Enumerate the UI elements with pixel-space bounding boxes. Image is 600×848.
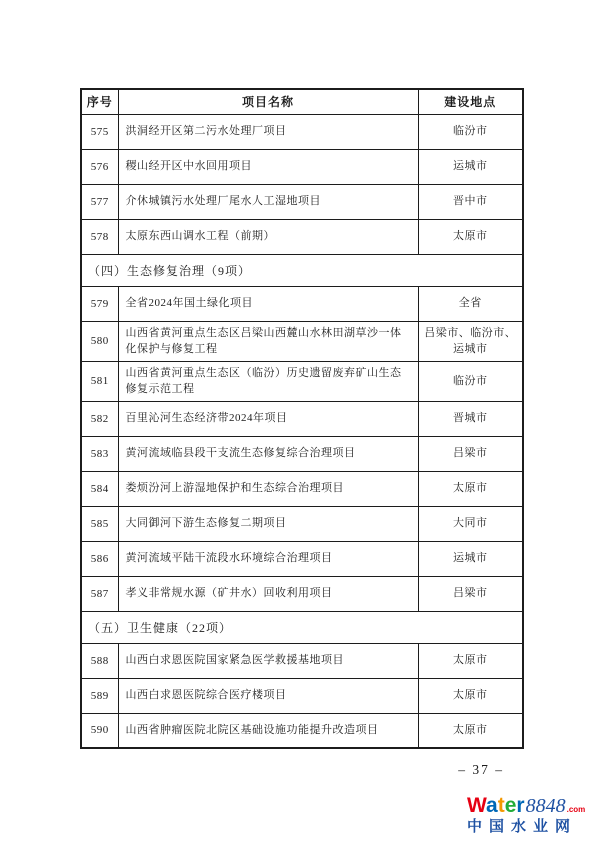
row-serial: 583 bbox=[81, 436, 118, 471]
logo-number: 8848 bbox=[525, 795, 566, 817]
logo-wordmark-line bbox=[467, 795, 599, 816]
row-project-name: 百里沁河生态经济带2024年项目 bbox=[118, 401, 418, 436]
table-row bbox=[81, 643, 523, 678]
row-location: 运城市 bbox=[418, 149, 523, 184]
row-location: 太原市 bbox=[418, 643, 523, 678]
row-project-name: 大同御河下游生态修复二期项目 bbox=[118, 506, 418, 541]
row-project-name: 山西白求恩医院综合医疗楼项目 bbox=[118, 678, 418, 713]
table-row bbox=[81, 361, 523, 401]
row-project-name: 稷山经开区中水回用项目 bbox=[118, 149, 418, 184]
row-serial: 575 bbox=[81, 114, 118, 149]
row-serial: 579 bbox=[81, 286, 118, 321]
row-location: 吕梁市 bbox=[418, 436, 523, 471]
row-location: 运城市 bbox=[418, 541, 523, 576]
row-location: 全省 bbox=[418, 286, 523, 321]
section-label: （四）生态修复治理（9项） bbox=[81, 254, 523, 286]
row-project-name: 介休城镇污水处理厂尾水人工湿地项目 bbox=[118, 184, 418, 219]
logo-letter: e bbox=[504, 794, 517, 817]
row-location: 吕梁市、临汾市、运城市 bbox=[418, 321, 523, 361]
row-serial: 576 bbox=[81, 149, 118, 184]
projects-table-body bbox=[81, 114, 523, 748]
row-project-name: 黄河流域平陆干流段水环境综合治理项目 bbox=[118, 541, 418, 576]
row-location: 临汾市 bbox=[418, 361, 523, 401]
logo-letter: W bbox=[467, 794, 487, 817]
row-location: 大同市 bbox=[418, 506, 523, 541]
row-location: 晋中市 bbox=[418, 184, 523, 219]
row-serial: 585 bbox=[81, 506, 118, 541]
col-header-location: 建设地点 bbox=[418, 89, 523, 114]
row-location: 吕梁市 bbox=[418, 576, 523, 611]
section-row bbox=[81, 611, 523, 643]
table-row bbox=[81, 576, 523, 611]
row-serial: 580 bbox=[81, 321, 118, 361]
row-location: 晋城市 bbox=[418, 401, 523, 436]
row-project-name: 娄烦汾河上游湿地保护和生态综合治理项目 bbox=[118, 471, 418, 506]
row-serial: 588 bbox=[81, 643, 118, 678]
row-project-name: 山西白求恩医院国家紧急医学救援基地项目 bbox=[118, 643, 418, 678]
table-row bbox=[81, 184, 523, 219]
table-header-row bbox=[81, 89, 523, 114]
row-location: 太原市 bbox=[418, 219, 523, 254]
row-location: 太原市 bbox=[418, 713, 523, 748]
table-row bbox=[81, 436, 523, 471]
row-serial: 577 bbox=[81, 184, 118, 219]
row-project-name: 孝义非常规水源（矿井水）回收利用项目 bbox=[118, 576, 418, 611]
table-row bbox=[81, 471, 523, 506]
row-project-name: 山西省黄河重点生态区吕梁山西麓山水林田湖草沙一体化保护与修复工程 bbox=[118, 321, 418, 361]
logo-letter: t bbox=[497, 794, 505, 817]
row-serial: 578 bbox=[81, 219, 118, 254]
water8848-logo bbox=[467, 795, 599, 834]
row-project-name: 山西省黄河重点生态区（临汾）历史遗留废弃矿山生态修复示范工程 bbox=[118, 361, 418, 401]
logo-domain-suffix: .com bbox=[566, 805, 586, 814]
table-row bbox=[81, 713, 523, 748]
table-row bbox=[81, 114, 523, 149]
logo-letter: a bbox=[486, 794, 498, 817]
row-serial: 582 bbox=[81, 401, 118, 436]
row-serial: 584 bbox=[81, 471, 118, 506]
row-serial: 590 bbox=[81, 713, 118, 748]
section-label: （五）卫生健康（22项） bbox=[81, 611, 523, 643]
row-project-name: 山西省肿瘤医院北院区基础设施功能提升改造项目 bbox=[118, 713, 418, 748]
table-row bbox=[81, 321, 523, 361]
table-row bbox=[81, 219, 523, 254]
col-header-serial: 序号 bbox=[81, 89, 118, 114]
row-serial: 587 bbox=[81, 576, 118, 611]
table-row bbox=[81, 506, 523, 541]
page-number: – 37 – bbox=[458, 762, 504, 777]
table-row bbox=[81, 149, 523, 184]
row-location: 太原市 bbox=[418, 678, 523, 713]
row-project-name: 洪洞经开区第二污水处理厂项目 bbox=[118, 114, 418, 149]
row-location: 太原市 bbox=[418, 471, 523, 506]
row-project-name: 太原东西山调水工程（前期） bbox=[118, 219, 418, 254]
table-row bbox=[81, 286, 523, 321]
section-row bbox=[81, 254, 523, 286]
row-serial: 581 bbox=[81, 361, 118, 401]
projects-table bbox=[80, 88, 524, 749]
table-row bbox=[81, 401, 523, 436]
row-project-name: 全省2024年国土绿化项目 bbox=[118, 286, 418, 321]
row-project-name: 黄河流域临县段干支流生态修复综合治理项目 bbox=[118, 436, 418, 471]
row-location: 临汾市 bbox=[418, 114, 523, 149]
table-row bbox=[81, 678, 523, 713]
logo-letter: r bbox=[516, 794, 525, 817]
logo-wordmark bbox=[467, 795, 525, 816]
table-row bbox=[81, 541, 523, 576]
row-serial: 586 bbox=[81, 541, 118, 576]
logo-subtitle: 中国水业网 bbox=[467, 818, 578, 835]
col-header-project-name: 项目名称 bbox=[118, 89, 418, 114]
row-serial: 589 bbox=[81, 678, 118, 713]
